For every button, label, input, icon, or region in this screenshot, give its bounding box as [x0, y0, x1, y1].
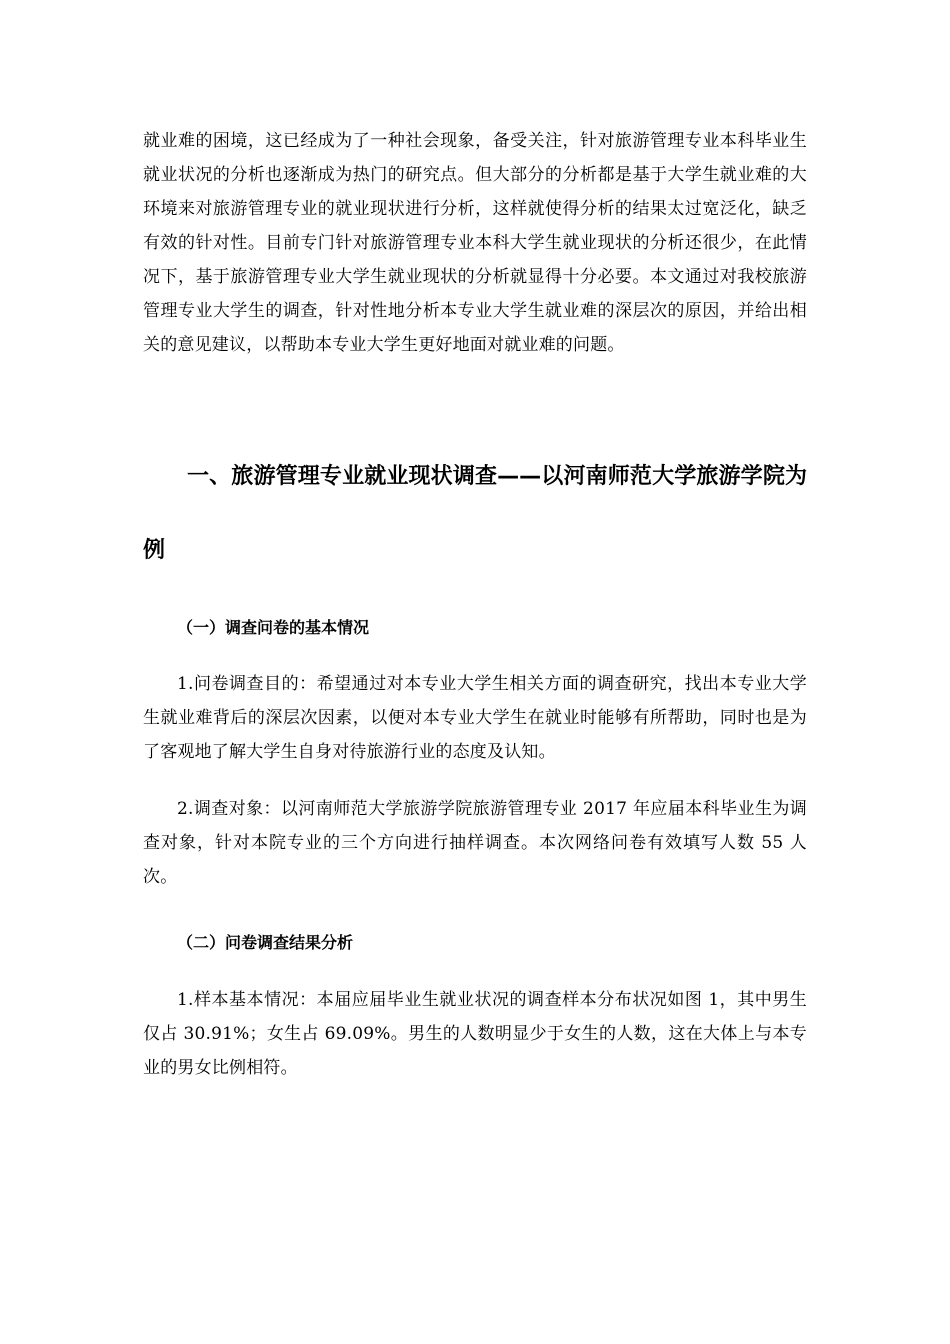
subsection-heading-2: （二）问卷调查结果分析 [177, 933, 354, 952]
subsection-heading-1: （一）调查问卷的基本情况 [177, 618, 370, 637]
section-heading: 一、旅游管理专业就业现状调查——以河南师范大学旅游学院为例 [143, 464, 807, 563]
sample-info-paragraph: 1.样本基本情况：本届应届毕业生就业状况的调查样本分布状况如图 1，其中男生仅占 30.91%；女生占 69.09%。男生的人数明显少于女生的人数，这在大体上与本专业的男女比例相符。 [143, 990, 807, 1078]
survey-subject-paragraph: 2.调查对象：以河南师范大学旅游学院旅游管理专业 2017 年应届本科毕业生为调查对象，针对本院专业的三个方向进行抽样调查。本次网络问卷有效填写人数 55 人次。 [143, 799, 807, 887]
intro-paragraph: 就业难的困境，这已经成为了一种社会现象，备受关注，针对旅游管理专业本科毕业生就业状况的分析也逐渐成为热门的研究点。但大部分的分析都是基于大学生就业难的大环境来对旅游管理专业的就业现状进行分析，这样就使得分析的结果太过宽泛化，缺乏有效的针对性。目前专门针对旅游管理专业本科大学生就业现状的分析还很少，在此情况下，基于旅游管理专业大学生就业现状的分析就显得十分必要。本文通过对我校旅游管理专业大学生的调查，针对性地分析本专业大学生就业难的深层次的原因，并给出相关的意见建议，以帮助本专业大学生更好地面对就业难的问题。 [143, 131, 807, 355]
survey-purpose-paragraph: 1.问卷调查目的：希望通过对本专业大学生相关方面的调查研究，找出本专业大学生就业难背后的深层次因素，以便对本专业大学生在就业时能够有所帮助，同时也是为了客观地了解大学生自身对待旅游行业的态度及认知。 [143, 674, 807, 762]
